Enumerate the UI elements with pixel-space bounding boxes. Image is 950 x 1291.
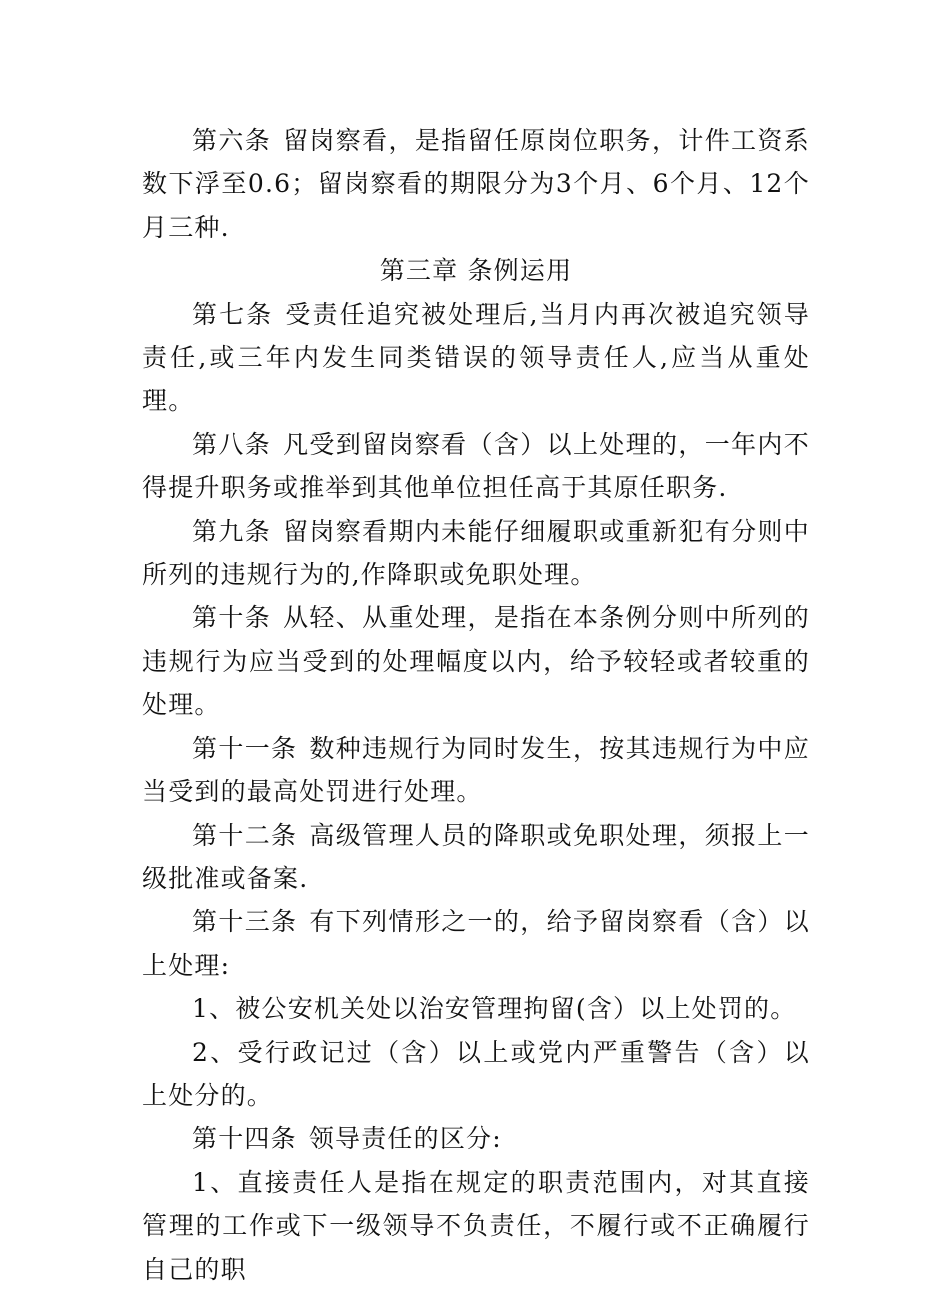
article-text: 领导责任的区分: (308, 1124, 502, 1154)
article-number: 第六条 (192, 126, 272, 155)
article-14-item-1 (142, 1161, 810, 1291)
article-8 (142, 423, 810, 510)
article-number: 第七条 (192, 299, 274, 329)
article-number: 第十条 (192, 603, 272, 633)
article-7 (142, 293, 810, 423)
article-number: 第十三条 (192, 907, 298, 937)
article-text: 有下列情形之一的，给予留岗察看（含）以上处理: (142, 907, 810, 980)
article-12 (142, 814, 810, 901)
article-text: 凡受到留岗察看（含）以上处理的，一年内不得提升职务或推举到其他单位担任高于其原任职务. (142, 429, 810, 503)
article-number: 第九条 (192, 516, 272, 546)
article-text: 从轻、从重处理，是指在本条例分则中所列的违规行为应当受到的处理幅度以内，给予较轻或者较重的处理。 (142, 603, 810, 720)
article-number: 第十四条 (192, 1124, 297, 1154)
article-13-item-2 (142, 1031, 810, 1118)
list-item-text: 1、被公安机关处以治安管理拘留(含）以上处罚的。 (192, 994, 797, 1024)
article-10 (142, 596, 810, 726)
article-number: 第八条 (192, 429, 272, 459)
article-9 (142, 510, 810, 597)
article-text: 留岗察看期内未能仔细履职或重新犯有分则中所列的违规行为的,作降职或免职处理。 (142, 516, 810, 590)
article-6 (142, 119, 810, 249)
list-item-text: 2、受行政记过（含）以上或党内严重警告（含）以上处分的。 (142, 1037, 810, 1110)
document-page (142, 119, 810, 1291)
article-13 (142, 900, 810, 987)
article-text: 高级管理人员的降职或免职处理，须报上一级批准或备案. (142, 820, 810, 893)
list-item-text: 1、直接责任人是指在规定的职责范围内，对其直接管理的工作或下一级领导不负责任，不履行或不正确履行自己的职 (142, 1167, 810, 1284)
article-11 (142, 727, 810, 814)
chapter-heading: 第三章 条例运用 (379, 256, 573, 286)
article-number: 第十二条 (192, 820, 298, 850)
article-number: 第十一条 (192, 733, 298, 763)
article-14 (142, 1117, 810, 1160)
article-13-item-1 (142, 987, 810, 1030)
article-text: 数种违规行为同时发生，按其违规行为中应当受到的最高处罚进行处理。 (142, 733, 810, 807)
article-text: 受责任追究被处理后,当月内再次被追究领导责任,或三年内发生同类错误的领导责任人,应当从重处理。 (142, 299, 810, 416)
article-text: 留岗察看，是指留任原岗位职务，计件工资系数下浮至0.6；留岗察看的期限分为3个月、6个月、12个月三种. (142, 126, 810, 242)
